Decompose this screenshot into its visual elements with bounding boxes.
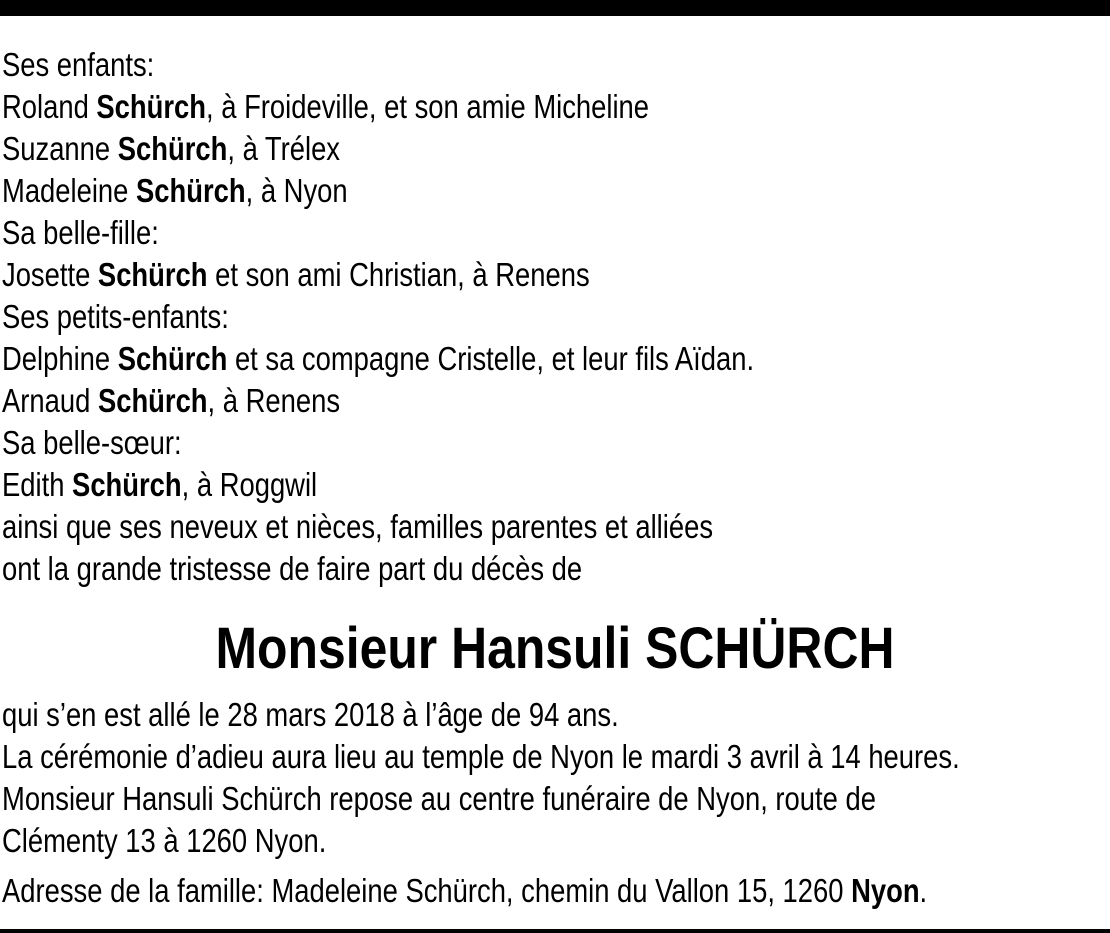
- notice-line: Ses petits-enfants:: [2, 298, 229, 335]
- notice-line: Suzanne Schürch, à Trélex: [2, 130, 341, 167]
- deceased-name-heading: Monsieur Hansuli SCHÜRCH: [215, 616, 895, 681]
- details-block: [2, 694, 1108, 862]
- details-line: Clémenty 13 à 1260 Nyon.: [2, 822, 327, 859]
- family-address: Adresse de la famille: Madeleine Schürch, chemin du Vallon 15, 1260 Nyon.: [2, 872, 928, 909]
- notice-line: Arnaud Schürch, à Renens: [2, 382, 341, 419]
- top-rule: [0, 0, 1110, 16]
- details-line: Monsieur Hansuli Schürch repose au centre funéraire de Nyon, route de: [2, 780, 876, 817]
- notice-line: Sa belle-fille:: [2, 214, 159, 251]
- details-line: qui s’en est allé le 28 mars 2018 à l’âge de 94 ans.: [2, 696, 619, 733]
- death-notice: [2, 44, 1108, 912]
- notice-line: Ses enfants:: [2, 46, 155, 83]
- notice-line: Roland Schürch, à Froideville, et son amie Micheline: [2, 88, 650, 125]
- notice-line: Madeleine Schürch, à Nyon: [2, 172, 348, 209]
- notice-line: ont la grande tristesse de faire part du décès de: [2, 550, 583, 587]
- notice-line: ainsi que ses neveux et nièces, familles parentes et alliées: [2, 508, 714, 545]
- notice-line: Sa belle-sœur:: [2, 424, 182, 461]
- notice-line: Josette Schürch et son ami Christian, à Renens: [2, 256, 590, 293]
- bottom-rule: [0, 929, 1110, 933]
- notice-line: Delphine Schürch et sa compagne Cristelle, et leur fils Aïdan.: [2, 340, 755, 377]
- notice-line: Edith Schürch, à Roggwil: [2, 466, 318, 503]
- details-line: La cérémonie d’adieu aura lieu au temple de Nyon le mardi 3 avril à 14 heures.: [2, 738, 960, 775]
